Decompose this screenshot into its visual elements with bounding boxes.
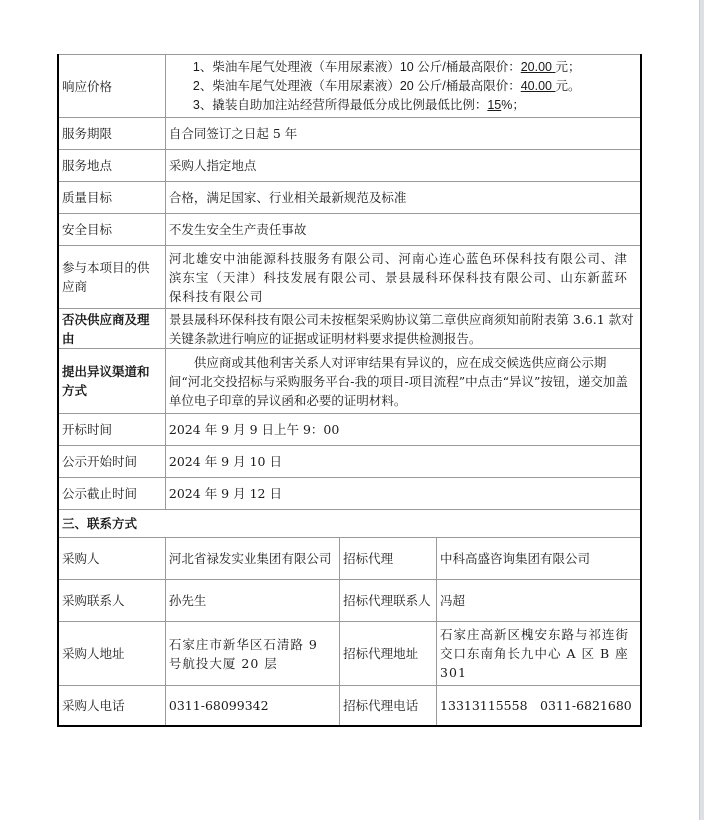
row-response-price xyxy=(58,55,641,118)
price-line-1-text: 1、柴油车尾气处理液（车用尿素液）10 公斤/桶最高限价： xyxy=(192,59,521,74)
contact-row-address xyxy=(58,622,641,686)
label-publicity-end: 公示截止时间 xyxy=(58,478,165,510)
row-safety-target xyxy=(58,214,641,246)
value-purchaser-address: 石家庄市新华区石清路 9 号航投大厦 20 层 xyxy=(165,622,339,686)
contact-row-contact-person xyxy=(58,580,641,622)
row-service-location xyxy=(58,150,641,182)
label-agency-address: 招标代理地址 xyxy=(340,622,437,686)
row-objection-channel xyxy=(58,349,641,414)
value-publicity-end: 2024 年 9 月 12 日 xyxy=(165,478,641,510)
row-publicity-end xyxy=(58,478,641,510)
scrollbar-track[interactable] xyxy=(699,0,704,820)
value-service-location: 采购人指定地点 xyxy=(165,150,641,182)
value-publicity-start: 2024 年 9 月 10 日 xyxy=(165,446,641,478)
value-purchaser-contact: 孙先生 xyxy=(165,580,339,622)
result-announcement-table xyxy=(57,54,642,727)
value-quality-target: 合格，满足国家、行业相关最新规范及标准 xyxy=(165,182,641,214)
label-service-period: 服务期限 xyxy=(58,118,165,150)
value-safety-target: 不发生安全生产责任事故 xyxy=(165,214,641,246)
contact-row-purchaser xyxy=(58,538,641,580)
contact-section-title: 三、联系方式 xyxy=(58,510,641,538)
value-agency-phone: 13313115558 0311-6821680 xyxy=(437,686,641,727)
label-publicity-start: 公示开始时间 xyxy=(58,446,165,478)
value-participating-suppliers: 河北雄安中油能源科技服务有限公司、河南心连心蓝色环保科技有限公司、津滨东宝（天津）科技发展有限公司、景县晟科环保科技有限公司、山东新蓝环保科技有限公司 xyxy=(165,246,641,309)
label-objection-channel: 提出异议渠道和方式 xyxy=(58,349,165,414)
label-agency: 招标代理 xyxy=(340,538,437,580)
value-rejected-supplier: 景县晟科环保科技有限公司未按框架采购协议第二章供应商须知前附表第 3.6.1 款对关键条款进行响应的证据或证明材料要求提供检测报告。 xyxy=(165,309,641,349)
label-purchaser-address: 采购人地址 xyxy=(58,622,165,686)
price-line-3-text: 3、撬装自助加注站经营所得最低分成比例最低比例： xyxy=(192,97,488,112)
label-response-price: 响应价格 xyxy=(58,55,165,118)
price-line-3 xyxy=(169,96,637,115)
row-contact-section-title xyxy=(58,510,641,538)
value-agency-contact: 冯超 xyxy=(437,580,641,622)
value-purchaser-phone: 0311-68099342 xyxy=(165,686,339,727)
price-line-2-value: 40.00 xyxy=(520,78,556,93)
price-line-2-text: 2、柴油车尾气处理液（车用尿素液）20 公斤/桶最高限价： xyxy=(192,78,521,93)
price-line-2 xyxy=(169,77,637,96)
price-line-3-unit: %； xyxy=(501,97,525,112)
row-service-period xyxy=(58,118,641,150)
value-purchaser: 河北省禄发实业集团有限公司 xyxy=(165,538,339,580)
label-purchaser: 采购人 xyxy=(58,538,165,580)
row-rejected-supplier xyxy=(58,309,641,349)
label-agency-contact: 招标代理联系人 xyxy=(340,580,437,622)
row-quality-target xyxy=(58,182,641,214)
row-publicity-start xyxy=(58,446,641,478)
label-purchaser-phone: 采购人电话 xyxy=(58,686,165,727)
value-service-period: 自合同签订之日起 5 年 xyxy=(165,118,641,150)
value-agency: 中科高盛咨询集团有限公司 xyxy=(437,538,641,580)
value-agency-address: 石家庄高新区槐安东路与祁连街交口东南角长九中心 A 区 B 座 301 xyxy=(437,622,641,686)
label-bid-opening-time: 开标时间 xyxy=(58,414,165,446)
label-agency-phone: 招标代理电话 xyxy=(340,686,437,727)
price-line-3-value: 15 xyxy=(487,97,502,112)
label-safety-target: 安全目标 xyxy=(58,214,165,246)
price-line-2-unit: 元。 xyxy=(555,78,581,93)
value-objection-channel: 供应商或其他利害关系人对评审结果有异议的，应在成交候选供应商公示期间“河北交投招标与采购服务平台-我的项目-项目流程”中点击“异议”按钮，递交加盖单位电子印章的异议函和必要的证明材料。 xyxy=(165,349,641,414)
label-purchaser-contact: 采购联系人 xyxy=(58,580,165,622)
label-service-location: 服务地点 xyxy=(58,150,165,182)
row-participating-suppliers xyxy=(58,246,641,309)
label-quality-target: 质量目标 xyxy=(58,182,165,214)
row-bid-opening-time xyxy=(58,414,641,446)
price-line-1-value: 20.00 xyxy=(520,59,556,74)
value-response-price xyxy=(165,55,641,118)
value-bid-opening-time: 2024 年 9 月 9 日上午 9：00 xyxy=(165,414,641,446)
label-rejected-supplier: 否决供应商及理由 xyxy=(58,309,165,349)
label-participating-suppliers: 参与本项目的供应商 xyxy=(58,246,165,309)
price-line-1 xyxy=(169,58,637,77)
price-line-1-unit: 元； xyxy=(555,59,581,74)
contact-row-phone xyxy=(58,686,641,727)
